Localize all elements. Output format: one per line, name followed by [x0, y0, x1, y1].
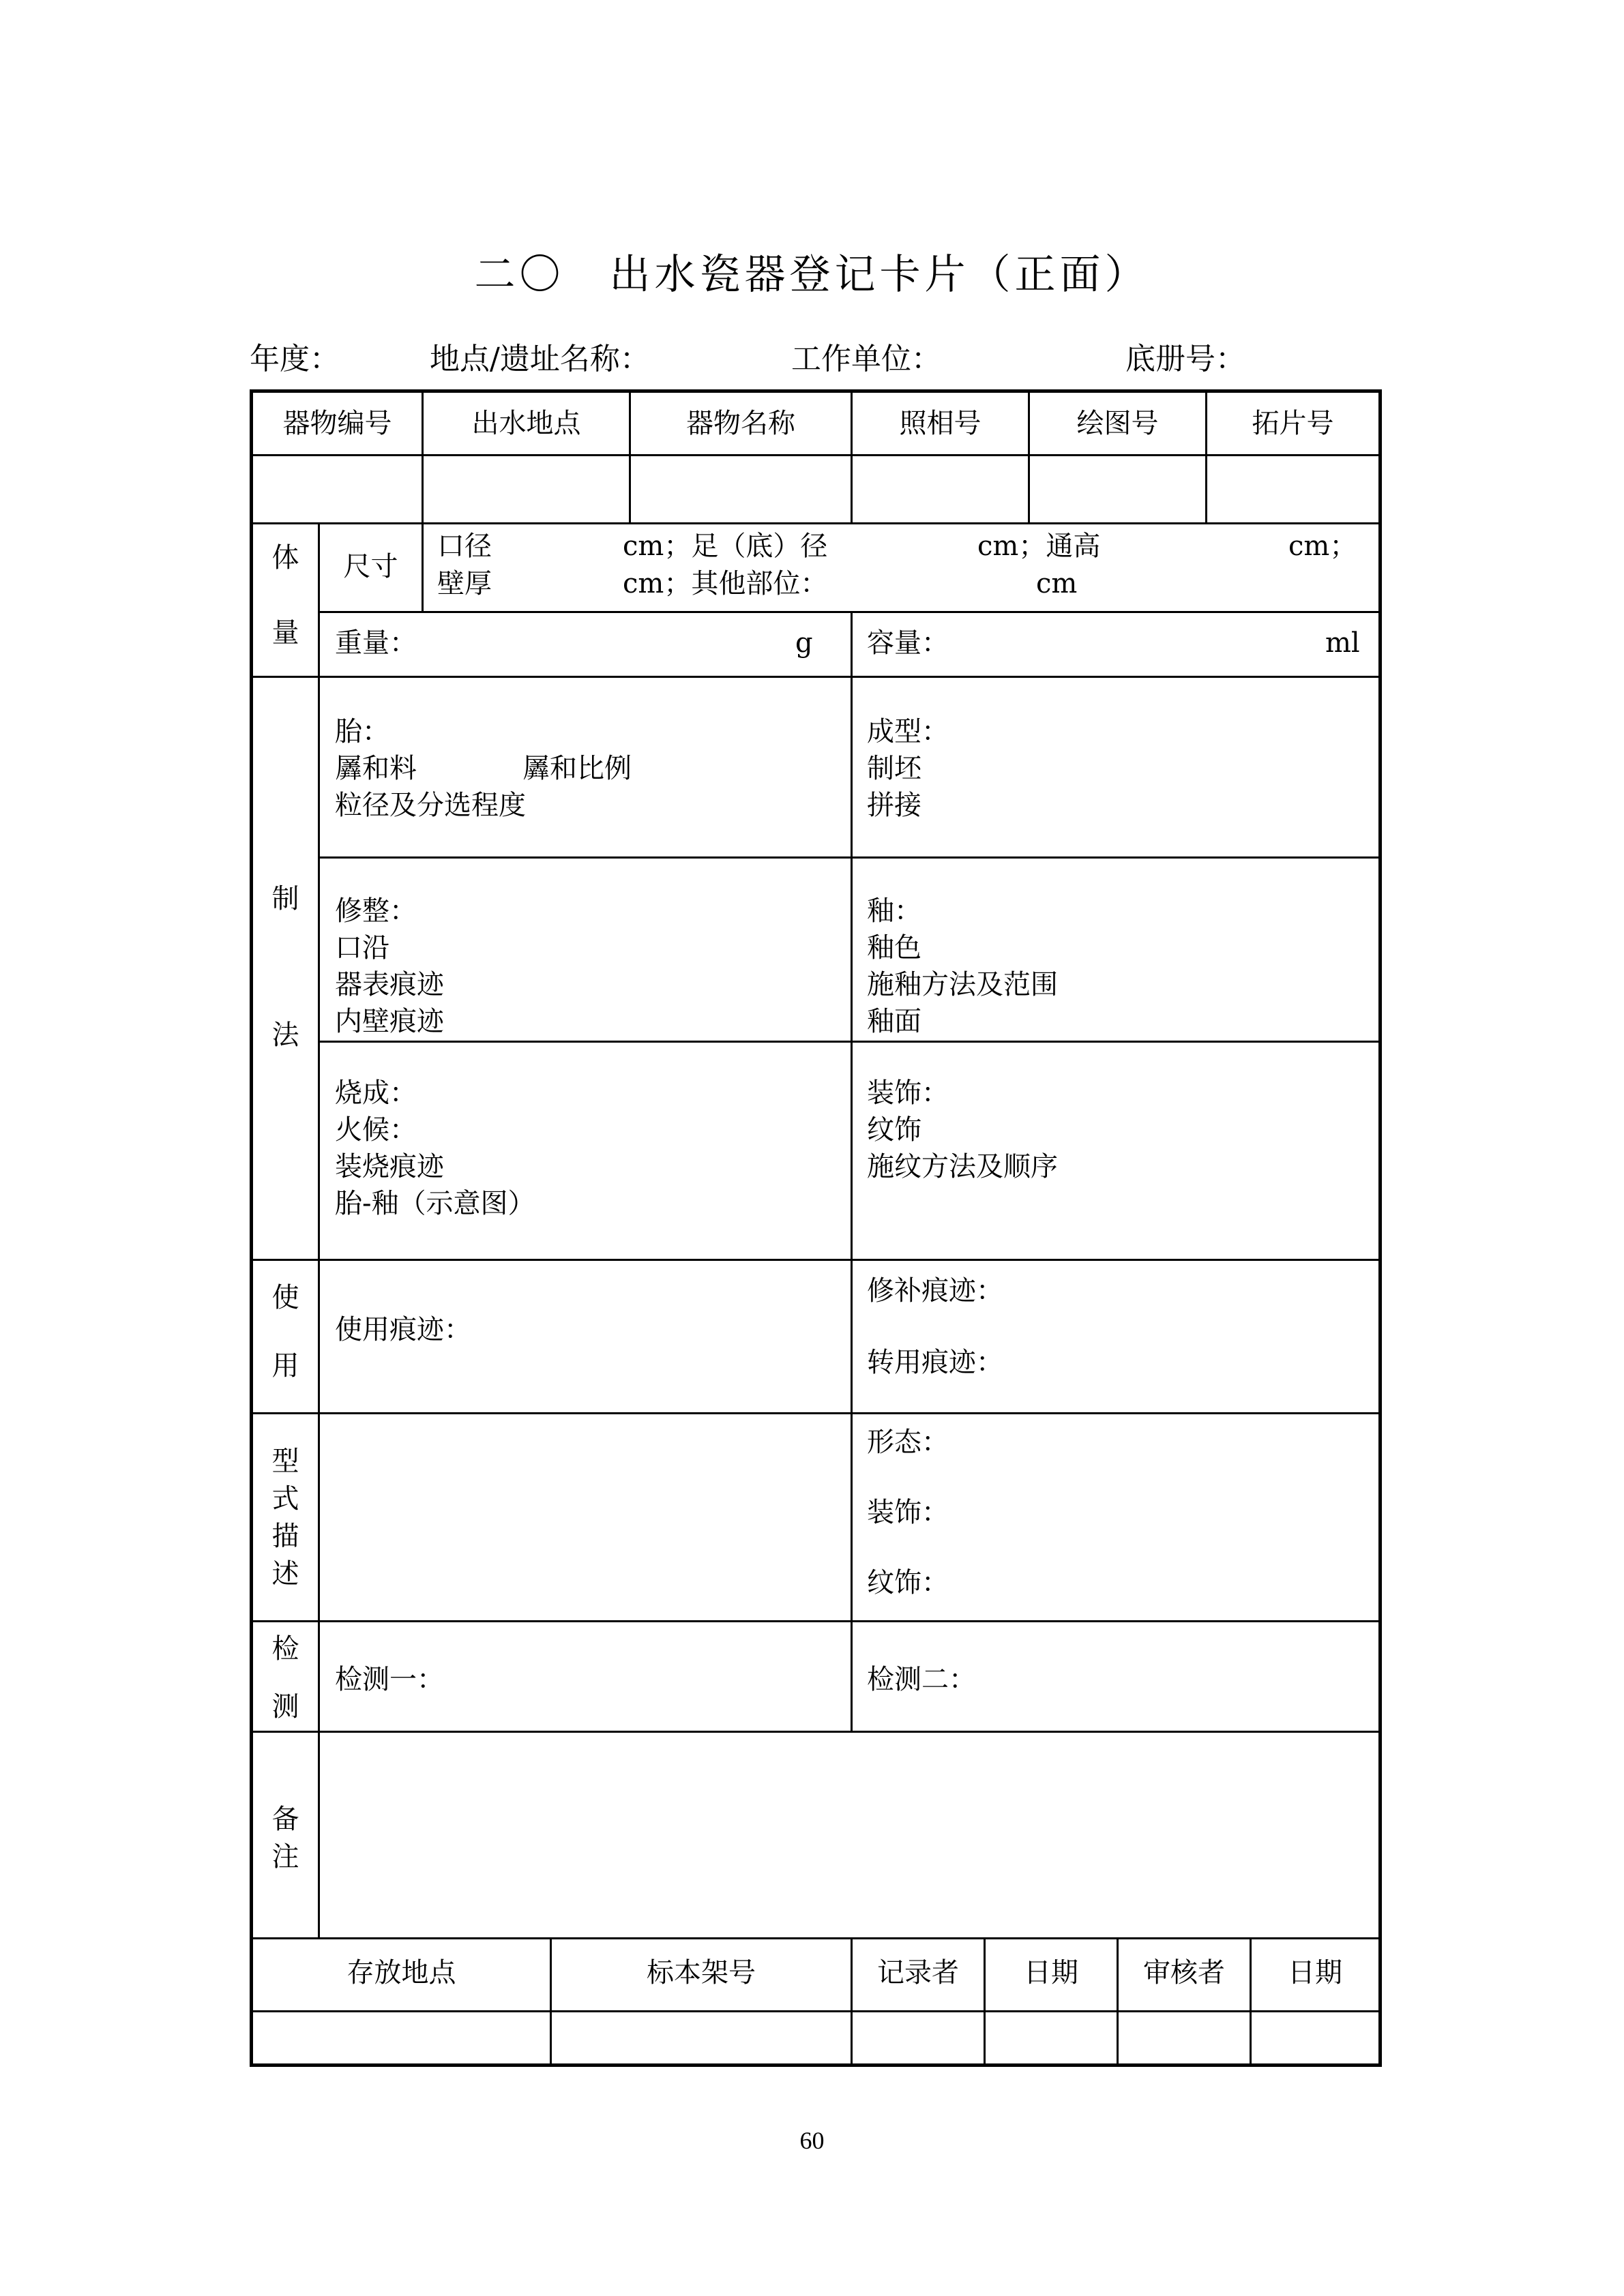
test-one-label: 检测一：	[335, 1664, 444, 1695]
height-label: cm；通高	[977, 531, 1101, 562]
decoration-method-label: 施纹方法及顺序	[867, 1151, 1058, 1182]
rule	[318, 522, 320, 1937]
rule	[253, 1620, 1378, 1622]
section-label-remarks: 注	[271, 1841, 299, 1873]
grain-size-label: 粒径及分选程度	[335, 790, 526, 821]
header-col-item-name: 器物名称	[686, 408, 795, 439]
section-label-style: 描	[271, 1521, 299, 1552]
forming-label: 成型：	[867, 716, 949, 747]
temper-ratio-label: 羼和比例	[522, 753, 632, 784]
rule	[851, 611, 853, 1731]
use-traces-label: 使用痕迹：	[335, 1314, 471, 1345]
footer-col-reviewer: 审核者	[1143, 1957, 1225, 1988]
section-label-remarks: 备	[271, 1804, 299, 1835]
header-col-find-location: 出水地点	[471, 408, 581, 439]
rule	[253, 1731, 1378, 1733]
joining-label: 拼接	[867, 790, 921, 821]
header-col-drawing-number: 绘图号	[1076, 408, 1159, 439]
capacity-label: 容量：	[867, 627, 949, 659]
body-label: 胎：	[335, 716, 389, 747]
unit-cm: cm	[1036, 568, 1078, 599]
foot-diameter-label: cm；足（底）径	[623, 531, 828, 562]
registration-card	[250, 389, 1382, 2067]
footer-col-date: 日期	[1024, 1957, 1078, 1988]
reuse-traces-label: 转用痕迹：	[867, 1347, 1003, 1378]
glaze-color-label: 釉色	[867, 932, 921, 964]
firing-temperature-label: 火候：	[335, 1114, 417, 1146]
mouth-diameter-label: 口径	[437, 531, 492, 562]
test-two-label: 检测二：	[867, 1664, 976, 1695]
footer-col-recorder: 记录者	[877, 1957, 959, 1988]
section-label-style: 式	[271, 1483, 299, 1515]
glazing-method-label: 施釉方法及范围	[867, 969, 1058, 1000]
body-glaze-diagram-label: 胎-釉（示意图）	[335, 1188, 535, 1219]
other-parts-label: cm；其他部位：	[623, 568, 828, 599]
section-label-use: 使	[271, 1282, 299, 1313]
rule	[422, 522, 424, 611]
meta-unit-label: 工作单位：	[791, 342, 941, 376]
meta-register-label: 底册号：	[1125, 342, 1245, 376]
surface-traces-label: 器表痕迹	[335, 969, 444, 1000]
style-decoration-label: 装饰：	[867, 1497, 949, 1528]
glaze-surface-label: 釉面	[867, 1006, 921, 1037]
kiln-traces-label: 装烧痕迹	[335, 1151, 444, 1182]
section-label-method: 制	[271, 883, 299, 914]
decoration-label: 装饰：	[867, 1077, 949, 1109]
section-label-use: 用	[271, 1350, 299, 1382]
rule	[318, 856, 1378, 859]
header-col-item-number: 器物编号	[282, 408, 392, 439]
page-title: 二〇 出水瓷器登记卡片（正面）	[474, 251, 1150, 299]
section-label-volume: 量	[271, 617, 299, 648]
header-col-photo-number: 照相号	[899, 408, 981, 439]
header-col-rubbing-number: 拓片号	[1252, 408, 1334, 439]
footer-col-review-date: 日期	[1288, 1957, 1342, 1988]
weight-unit: g	[795, 627, 813, 659]
capacity-unit: ml	[1325, 627, 1360, 659]
repair-traces-label: 修补痕迹：	[867, 1275, 1003, 1307]
section-label-volume: 体	[271, 542, 299, 573]
glaze-label: 釉：	[867, 895, 921, 927]
firing-label: 烧成：	[335, 1077, 417, 1109]
section-label-method: 法	[271, 1019, 299, 1051]
rule	[253, 2010, 1378, 2012]
unit-cm: cm；	[1288, 531, 1357, 562]
weight-label: 重量：	[335, 627, 417, 659]
temper-label: 羼和料	[335, 753, 417, 784]
section-label-test: 测	[271, 1691, 299, 1723]
size-label: 尺寸	[343, 551, 398, 582]
footer-col-storage-location: 存放地点	[346, 1957, 456, 1988]
blank-making-label: 制坯	[867, 753, 921, 784]
rule	[253, 1259, 1378, 1261]
section-label-test: 检	[271, 1633, 299, 1665]
rim-label: 口沿	[335, 932, 389, 964]
style-pattern-label: 纹饰：	[867, 1567, 949, 1598]
wall-thickness-label: 壁厚	[437, 568, 492, 599]
rule	[253, 676, 1378, 678]
meta-year-label: 年度：	[250, 342, 340, 376]
trimming-label: 修整：	[335, 895, 417, 927]
rule	[318, 611, 1378, 613]
footer-col-shelf-number: 标本架号	[647, 1957, 756, 1988]
rule	[253, 1937, 1378, 1939]
section-label-style: 述	[271, 1558, 299, 1590]
form-label: 形态：	[867, 1427, 949, 1458]
rule	[253, 1412, 1378, 1414]
meta-site-label: 地点/遗址名称：	[430, 342, 650, 376]
rule	[318, 1041, 1378, 1043]
inner-wall-traces-label: 内壁痕迹	[335, 1006, 444, 1037]
pattern-label: 纹饰	[867, 1114, 921, 1146]
section-label-style: 型	[271, 1446, 299, 1477]
page-number: 60	[799, 2127, 825, 2154]
